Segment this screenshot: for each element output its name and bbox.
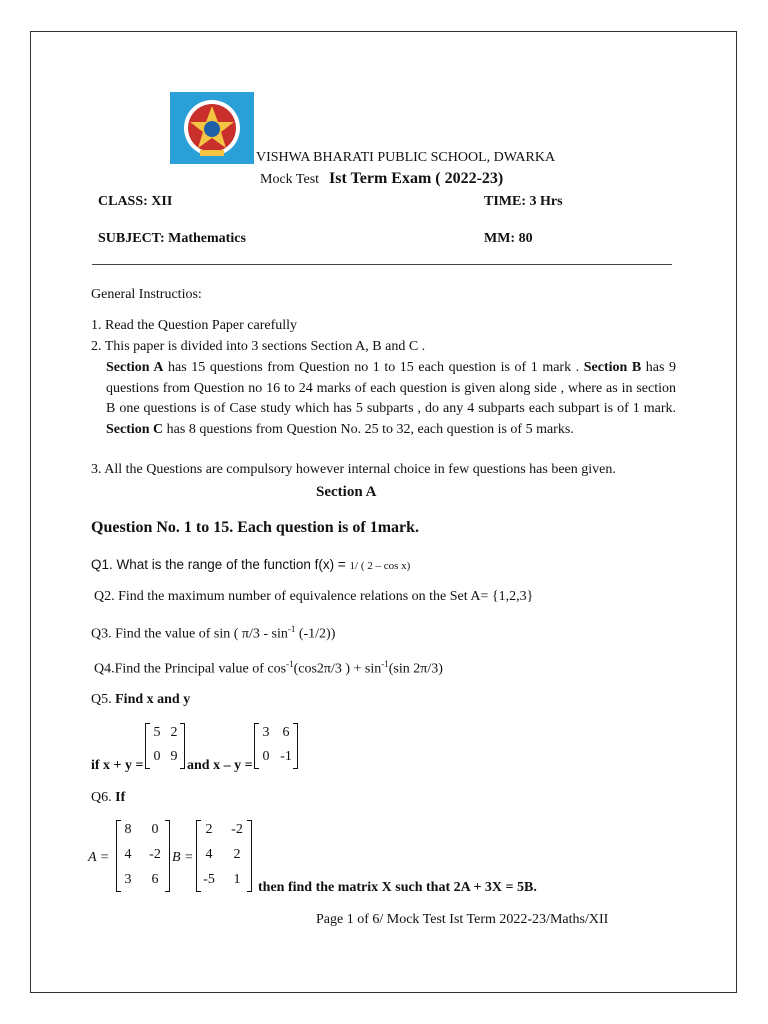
matrix-cell: 2 — [170, 725, 178, 740]
marks-label: MM: 80 — [484, 231, 533, 246]
question-3-post: (-1/2)) — [295, 626, 336, 642]
question-5-label: Q5. — [91, 692, 116, 707]
question-1 — [91, 556, 410, 574]
matrix-b — [196, 820, 252, 892]
question-6-heading — [91, 790, 125, 806]
time-label: TIME: 3 Hrs — [484, 194, 563, 209]
question-4-sup-1: -1 — [286, 659, 294, 669]
question-4 — [94, 659, 443, 678]
question-5-heading — [91, 692, 190, 708]
section-a-label: Section A — [106, 360, 164, 375]
question-5-and: and x – y = — [187, 758, 253, 773]
section-subtitle: Question No. 1 to 15. Each question is of 1mark. — [91, 519, 420, 536]
instruction-item-2: 2. This paper is divided into 3 sections Section A, B and C . — [91, 339, 426, 354]
exam-title: Ist Term Exam ( 2022-23) — [329, 170, 504, 187]
question-3-sup: -1 — [287, 624, 296, 634]
section-a-text: has 15 questions from Question no 1 to 15 each question is of 1 mark . — [163, 360, 584, 375]
question-6-then: then find the matrix X such that 2A + 3X = 5B. — [258, 880, 537, 895]
matrix-cell: 4 — [205, 847, 213, 862]
section-title: Section A — [316, 484, 377, 500]
section-b-label: Section B — [583, 360, 642, 375]
question-4-mid: (cos2π/3 ) + sin — [293, 661, 382, 677]
matrix-a — [116, 820, 170, 892]
section-c-label: Section C — [106, 421, 164, 437]
question-2: Q2. Find the maximum number of equivalence relations on the Set A= {1,2,3} — [94, 589, 534, 604]
section-b-text: has 9 questions from Question no 16 to 24 marks of each question is given along side , where as in section B one questions is of Case study which has 5 subparts , do any 4 subparts each subpart is of 1 mark. — [106, 360, 677, 416]
matrix-cell: 5 — [153, 725, 161, 740]
matrix-cell: 0 — [262, 749, 270, 764]
matrix-cell: 2 — [233, 847, 241, 862]
exam-title-line — [260, 170, 503, 188]
matrix-cell: 3 — [124, 872, 132, 887]
class-label: CLASS: XII — [98, 194, 173, 209]
mock-label: Mock Test — [260, 172, 320, 187]
instruction-item-1: 1. Read the Question Paper carefully — [91, 318, 298, 333]
question-1-expression: 1/ ( 2 – cos x) — [349, 560, 411, 572]
matrix-cell: -2 — [231, 822, 243, 837]
instructions-heading: General Instructios: — [91, 287, 202, 302]
question-5-bold: Find x and y — [115, 692, 191, 707]
question-5-if: if x + y = — [91, 758, 144, 773]
question-4-sup-2: -1 — [381, 659, 389, 669]
header-divider — [92, 264, 672, 265]
question-6-bold: If — [115, 790, 126, 805]
matrix-cell: 8 — [124, 822, 132, 837]
section-c-text: has 8 questions from Question No. 25 to 32, each question is of 5 marks. — [163, 421, 574, 437]
question-3 — [91, 624, 335, 643]
matrix-cell: -2 — [149, 847, 161, 862]
matrix-cell: 1 — [233, 872, 241, 887]
matrix-a-label: A = — [88, 850, 110, 865]
instruction-sections-paragraph — [106, 358, 676, 440]
page-footer: Page 1 of 6/ Mock Test Ist Term 2022-23/Maths/XII — [316, 912, 609, 927]
matrix-cell: 6 — [282, 725, 290, 740]
matrix-b-label: B = — [172, 850, 194, 865]
subject-label: SUBJECT: Mathematics — [98, 231, 246, 246]
matrix-x-plus-y — [145, 723, 185, 769]
instruction-item-3: 3. All the Questions are compulsory however internal choice in few questions has been given. — [91, 462, 616, 477]
matrix-cell: 3 — [262, 725, 270, 740]
matrix-cell: -5 — [203, 872, 215, 887]
matrix-cell: 0 — [153, 749, 161, 764]
matrix-x-minus-y — [254, 723, 298, 769]
question-4-text: Q4.Find the Principal value of cos — [94, 661, 287, 677]
matrix-cell: 6 — [151, 872, 159, 887]
matrix-cell: 9 — [170, 749, 178, 764]
school-name: VISHWA BHARATI PUBLIC SCHOOL, DWARKA — [256, 150, 556, 165]
question-4-post: (sin 2π/3) — [388, 661, 443, 677]
matrix-cell: -1 — [280, 749, 292, 764]
matrix-cell: 2 — [205, 822, 213, 837]
question-3-text: Q3. Find the value of sin ( π/3 - sin — [91, 626, 288, 642]
matrix-cell: 4 — [124, 847, 132, 862]
school-crest-logo — [170, 92, 254, 164]
question-6-label: Q6. — [91, 790, 116, 805]
matrix-cell: 0 — [151, 822, 159, 837]
question-1-text: Q1. What is the range of the function f(x) = — [91, 557, 350, 572]
